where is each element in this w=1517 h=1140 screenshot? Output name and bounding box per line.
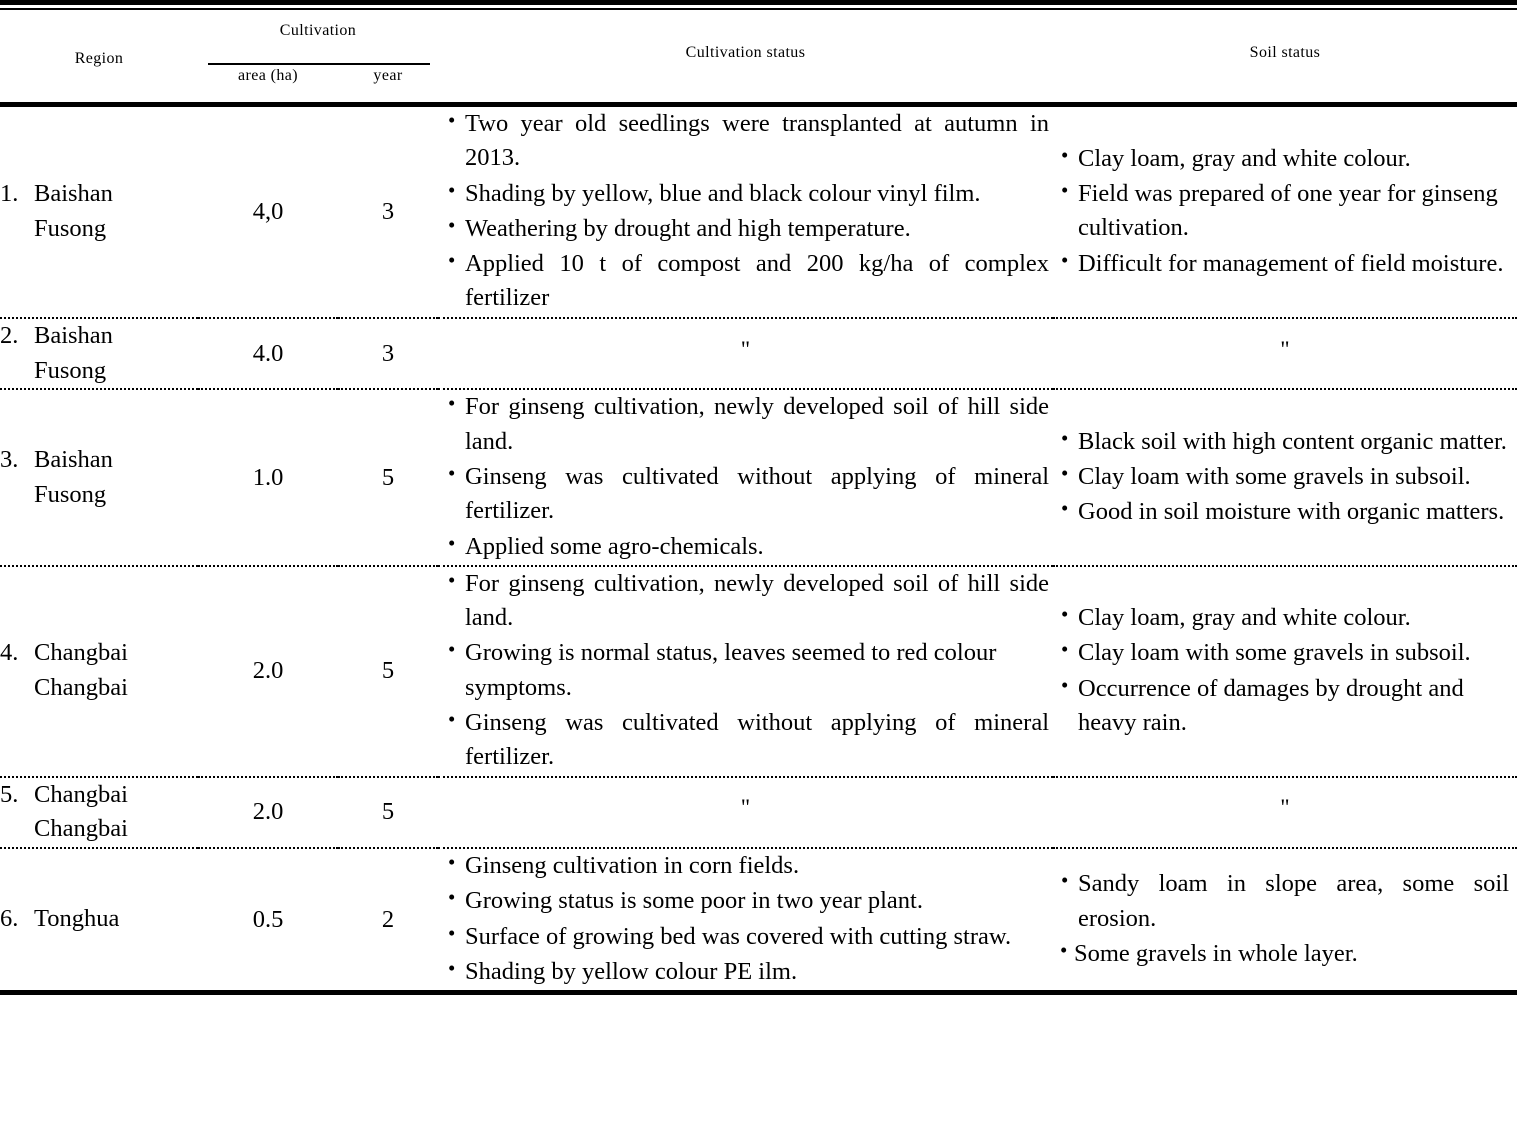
list-item: • Growing is normal status, leaves seemed to red colour symptoms. bbox=[446, 636, 1049, 705]
table-row bbox=[0, 389, 1517, 565]
region-name-line2: Changbai bbox=[34, 674, 128, 702]
list-item: • Occurrence of damages by drought and heavy rain. bbox=[1059, 672, 1509, 741]
row-index: 4. bbox=[0, 639, 19, 667]
list-item: • Clay loam, gray and white colour. bbox=[1059, 601, 1509, 635]
cell-year: 2 bbox=[381, 905, 395, 933]
list-item: • Clay loam with some gravels in subsoil. bbox=[1059, 636, 1509, 670]
cell-soil-status bbox=[1053, 107, 1517, 318]
list-item: • Weathering by drought and high temperature. bbox=[446, 212, 1049, 246]
header-cultivation-status: Cultivation status bbox=[685, 44, 806, 61]
list-item: • For ginseng cultivation, newly developed soil of hill side land. bbox=[446, 390, 1049, 459]
cell-cultivation-status-ditto bbox=[438, 318, 1053, 390]
list-item: • Two year old seedlings were transplanted at autumn in 2013. bbox=[446, 107, 1049, 176]
header-region: Region bbox=[74, 50, 124, 67]
ditto-mark: " bbox=[740, 336, 751, 362]
cell-region bbox=[0, 318, 198, 390]
region-name-line1: Changbai bbox=[34, 780, 128, 808]
table-row bbox=[0, 107, 1517, 318]
ditto-mark: " bbox=[1280, 795, 1290, 821]
cell-region bbox=[0, 848, 198, 990]
list-item: • Shading by yellow, blue and black colour vinyl film. bbox=[446, 177, 1049, 211]
cell-area: 1.0 bbox=[198, 389, 338, 565]
row-index: 6. bbox=[0, 905, 19, 933]
row-index: 1. bbox=[0, 180, 19, 208]
cell-year: 5 bbox=[338, 777, 438, 849]
cell-cultivation-status bbox=[438, 389, 1053, 565]
list-item: • Ginseng was cultivated without applying of mineral fertilizer. bbox=[446, 706, 1049, 775]
cell-year: 5 bbox=[338, 566, 438, 777]
list-item: • Applied 10 t of compost and 200 kg/ha of complex fertilizer bbox=[446, 247, 1049, 316]
region-name-line2: Fusong bbox=[34, 356, 107, 384]
cell-region bbox=[0, 566, 198, 777]
list-item: • Applied some agro-chemicals. bbox=[446, 530, 1049, 564]
cell-year: 3 bbox=[338, 318, 438, 390]
cell-soil-status-ditto bbox=[1053, 777, 1517, 849]
list-item: • Good in soil moisture with organic matters. bbox=[1059, 495, 1509, 529]
header-year: year bbox=[373, 67, 403, 84]
cell-area: 2.0 bbox=[198, 566, 338, 777]
header-soil-status: Soil status bbox=[1249, 44, 1321, 61]
cell-area: 2.0 bbox=[198, 777, 338, 849]
row-index: 2. bbox=[0, 321, 19, 349]
list-item: • Growing status is some poor in two year plant. bbox=[446, 884, 1049, 918]
list-item: • Clay loam with some gravels in subsoil. bbox=[1059, 460, 1509, 494]
cell-soil-status bbox=[1053, 848, 1517, 990]
survey-table bbox=[0, 107, 1517, 990]
region-name-line1: Baishan bbox=[34, 180, 113, 208]
region-name-line2: Changbai bbox=[34, 815, 128, 843]
cell-area: 4.0 bbox=[198, 318, 338, 390]
cell-area: 4,0 bbox=[198, 107, 338, 318]
ditto-mark: " bbox=[1280, 336, 1290, 362]
list-item: • Black soil with high content organic matter. bbox=[1059, 425, 1509, 459]
cell-year: 5 bbox=[338, 389, 438, 565]
cell-soil-status bbox=[1053, 566, 1517, 777]
list-item: • Surface of growing bed was covered with cutting straw. bbox=[446, 920, 1049, 954]
list-item: • Sandy loam in slope area, some soil erosion. bbox=[1059, 867, 1509, 936]
cell-soil-status bbox=[1053, 389, 1517, 565]
header-cultivation-group: Cultivation bbox=[279, 22, 357, 39]
row-index: 5. bbox=[0, 780, 19, 808]
table-header bbox=[0, 10, 1517, 102]
region-name-line1: Baishan bbox=[34, 445, 113, 473]
header-span-rule bbox=[208, 63, 430, 65]
table-row bbox=[0, 777, 1517, 849]
table-body bbox=[0, 107, 1517, 990]
list-item: • Field was prepared of one year for ginseng cultivation. bbox=[1059, 177, 1509, 246]
list-item: • Shading by yellow colour PE ilm. bbox=[446, 955, 1049, 989]
region-name-line2: Fusong bbox=[34, 480, 107, 508]
bottom-rule bbox=[0, 990, 1517, 995]
list-item: • Ginseng was cultivated without applying of mineral fertilizer. bbox=[446, 460, 1049, 529]
cell-region bbox=[0, 107, 198, 318]
region-name-line1: Changbai bbox=[34, 639, 128, 667]
list-item: • For ginseng cultivation, newly developed soil of hill side land. bbox=[446, 567, 1049, 636]
table-row bbox=[0, 318, 1517, 390]
table-row bbox=[0, 848, 1517, 990]
list-item: • Difficult for management of field moisture. bbox=[1059, 247, 1509, 281]
cell-cultivation-status bbox=[438, 848, 1053, 990]
header-area: area (ha) bbox=[238, 67, 298, 84]
cell-cultivation-status bbox=[438, 566, 1053, 777]
ditto-mark: " bbox=[740, 795, 751, 821]
cell-area: 0.5 bbox=[252, 905, 284, 933]
cell-region bbox=[0, 389, 198, 565]
cell-year: 3 bbox=[338, 107, 438, 318]
row-index: 3. bbox=[0, 445, 19, 473]
table-row bbox=[0, 566, 1517, 777]
list-item: • Some gravels in whole layer. bbox=[1059, 937, 1509, 971]
cell-region bbox=[0, 777, 198, 849]
region-name-line2: Fusong bbox=[34, 214, 107, 242]
list-item: • Ginseng cultivation in corn fields. bbox=[446, 849, 1049, 883]
region-name-line1: Tonghua bbox=[34, 905, 120, 933]
region-name-line1: Baishan bbox=[34, 321, 113, 349]
list-item: • Clay loam, gray and white colour. bbox=[1059, 142, 1509, 176]
cell-cultivation-status bbox=[438, 107, 1053, 318]
cell-soil-status-ditto bbox=[1053, 318, 1517, 390]
cell-cultivation-status-ditto bbox=[438, 777, 1053, 849]
